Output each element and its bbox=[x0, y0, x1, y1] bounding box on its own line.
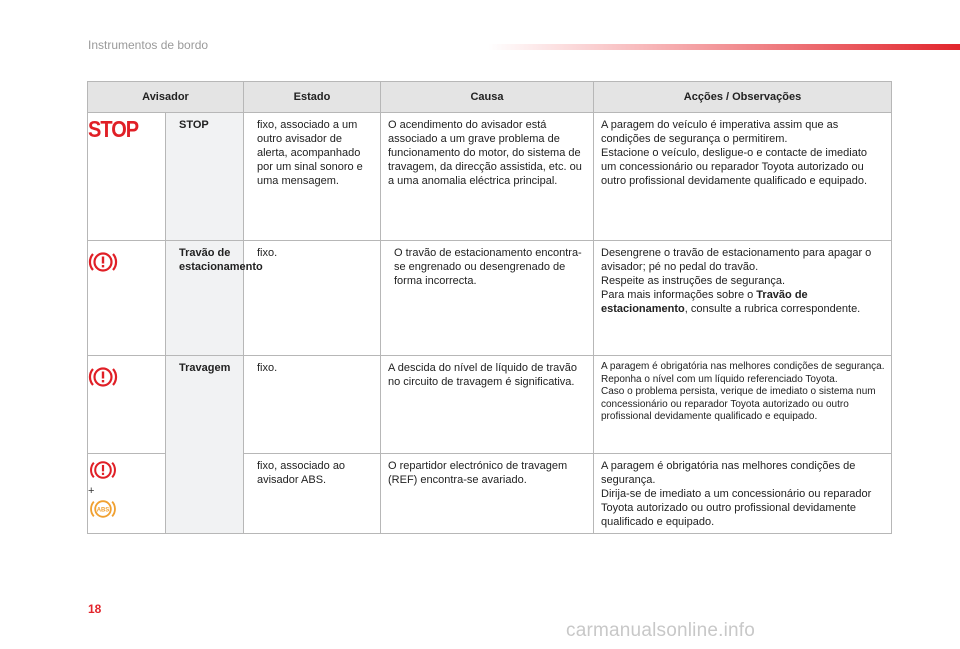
stop-warning-icon: STOP bbox=[88, 117, 139, 143]
icon-cell bbox=[88, 241, 166, 356]
action-text-bold: Travão de estacionamento bbox=[601, 289, 808, 315]
header-accent-bar bbox=[488, 44, 960, 50]
warning-label: Travagem bbox=[179, 362, 231, 374]
column-header-estado: Estado bbox=[244, 82, 381, 113]
state-text: fixo. bbox=[257, 247, 278, 259]
abs-warning-icon bbox=[88, 498, 118, 520]
parking-brake-warning-icon bbox=[88, 250, 118, 274]
cause-text: A descida do nível de líquido de travão no circuito de travagem é significativa. bbox=[388, 362, 577, 388]
label-cell bbox=[166, 241, 263, 356]
cause-cell bbox=[381, 113, 594, 241]
state-cell bbox=[244, 454, 381, 534]
icon-cell bbox=[88, 356, 166, 454]
icon-cell bbox=[88, 113, 166, 241]
action-text-suffix: , consulte a rubrica correspondente. bbox=[684, 303, 861, 315]
state-cell bbox=[244, 241, 381, 356]
label-cell bbox=[166, 113, 244, 241]
column-header-avisador: Avisador bbox=[88, 82, 244, 113]
action-text: A paragem é obrigatória nas melhores condições de segurança. Dirija-se de imediato a um concessionário ou reparador Toyota autorizado ou outro profissional devidamente qualificado e equipado. bbox=[601, 460, 872, 528]
cause-cell bbox=[381, 356, 594, 454]
warning-label: STOP bbox=[179, 119, 209, 131]
cause-text: O repartidor electrónico de travagem (REF) encontra-se avariado. bbox=[388, 460, 568, 486]
table-header-row bbox=[88, 82, 892, 113]
brake-warning-icon bbox=[88, 459, 118, 481]
plus-sign: + bbox=[88, 485, 95, 497]
label-cell bbox=[166, 356, 244, 534]
cause-cell bbox=[381, 454, 594, 534]
state-text: fixo, associado ao avisador ABS. bbox=[257, 460, 346, 486]
action-cell bbox=[594, 113, 892, 241]
abs-icon-text: ABS bbox=[96, 507, 110, 514]
action-text-prefix: Desengrene o travão de estacionamento para apagar o avisador; pé no pedal do travão. Respeite as instruções de segurança. Para mais informações sobre o bbox=[601, 247, 872, 301]
warning-lights-table bbox=[87, 81, 892, 534]
table-row bbox=[88, 241, 892, 356]
icon-cell bbox=[88, 454, 166, 534]
watermark: carmanualsonline.info bbox=[566, 620, 756, 641]
cause-text: O travão de estacionamento encontra-se engrenado ou desengrenado de forma incorrecta. bbox=[394, 247, 582, 287]
state-cell bbox=[244, 113, 381, 241]
state-text: fixo, associado a um outro avisador de alerta, acompanhado por um sinal sonoro e uma mensagem. bbox=[257, 119, 363, 187]
brake-warning-icon bbox=[88, 365, 118, 389]
action-cell bbox=[594, 454, 892, 534]
action-text bbox=[594, 241, 891, 320]
section-title: Instrumentos de bordo bbox=[88, 38, 209, 52]
column-header-causa: Causa bbox=[381, 82, 594, 113]
action-text: A paragem é obrigatória nas melhores condições de segurança. Reponha o nível com um líquido referenciado Toyota. Caso o problema persista, verique de imediato o sistema num concessionário ou reparador Toyota autorizado ou outro profissional devidamente qualificado e equipado. bbox=[601, 361, 885, 422]
cause-cell bbox=[381, 241, 594, 356]
table-row bbox=[88, 356, 892, 454]
action-cell bbox=[594, 241, 892, 356]
action-text: A paragem do veículo é imperativa assim que as condições de segurança o permitirem. Estacione o veículo, desligue-o e contacte de imediato um concessionário ou reparador Toyota autorizado ou outro profissional devidamente qualificado e equipado. bbox=[601, 119, 868, 187]
column-header-accoes: Acções / Observações bbox=[594, 82, 892, 113]
cause-text: O acendimento do avisador está associado a um grave problema de funcionamento do motor, do sistema de travagem, da direcção assistida, etc. ou a uma anomalia eléctrica principal. bbox=[388, 119, 582, 187]
action-cell bbox=[594, 356, 892, 454]
state-cell bbox=[244, 356, 381, 454]
warning-label: Travão de estacionamento bbox=[179, 247, 263, 273]
table-row bbox=[88, 113, 892, 241]
page-number: 18 bbox=[88, 602, 102, 616]
state-text: fixo. bbox=[257, 362, 278, 374]
